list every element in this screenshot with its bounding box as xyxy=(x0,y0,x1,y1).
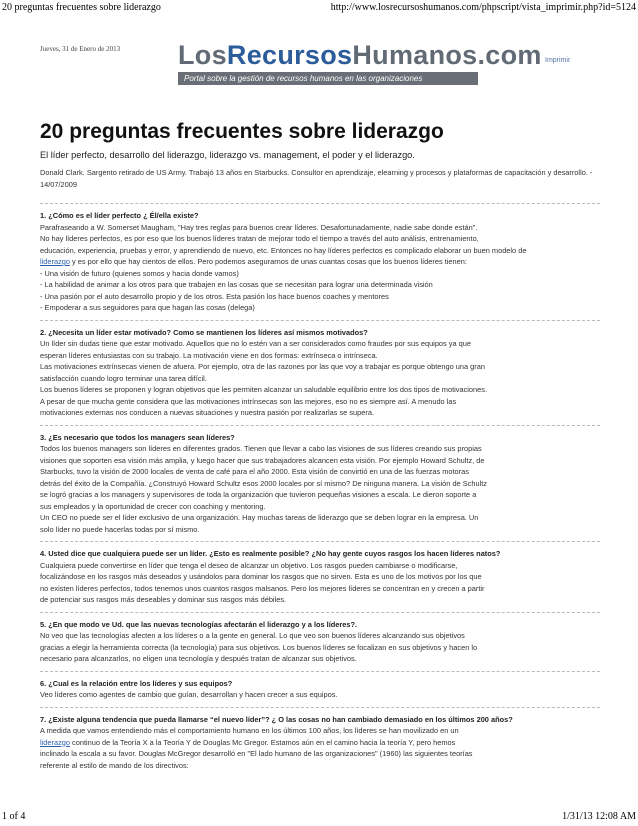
faq-answer-line: - Empoderar a sus seguidores para que hagan las cosas (delega) xyxy=(40,303,255,312)
faq-answer-line: motivaciones externas nos conducen a nuevas situaciones y nuestra pasión por realizarlas se supera. xyxy=(40,408,375,417)
faq-answer-line: sus empleados y la oportunidad de crecer con coaching y mentoring. xyxy=(40,501,266,511)
article-author: Donald Clark. Sargento retirado de US Army. Trabajó 13 años en Starbucks. Consultor en aprendizaje, elearning y procesos y plataformas de capacitación y desarrollo. - 14/07/2009 xyxy=(40,168,593,189)
faq-answer-line xyxy=(40,737,600,749)
faq-question: 2. ¿Necesita un líder estar motivado? Como se mantienen los líderes así mismos motivados? xyxy=(40,327,368,337)
faq-answer-line: de potenciar sus rasgos más deseables y dominar sus rasgos más débiles. xyxy=(40,595,287,604)
faq-question: 1. ¿Cómo es el líder perfecto ¿ Él/ella existe? xyxy=(40,211,199,220)
logo-part-los: Los xyxy=(178,40,227,70)
link-line-text: continuo de la Teoría X a la Teoría Y de Douglas Mc Gregor. Estamos aún en el camino hacia la teoría Y, pero hemos xyxy=(70,737,456,747)
page-count: 1 of 4 xyxy=(2,811,26,822)
faq-answer-line: visiones que soporten esa visión más amplia, y luego hacer que sus trabajadores alcancen esta visión. Por ejemplo Howard Schultz, de xyxy=(40,455,485,465)
faq-question: 3. ¿Es necesario que todos los managers sean líderes? xyxy=(40,432,235,442)
faq-answer-line: Un líder sin dudas tiene que estar motivado. Aquellos que no lo estén van a ser considerados como fraudes por sus equipos ya que xyxy=(40,339,471,348)
faq-item xyxy=(40,210,600,321)
faq-answer-line: necesario para alcanzarlos, no eligen una tecnología y después tratan de alcanzar sus objetivos. xyxy=(40,654,357,663)
logo-wordmark xyxy=(178,40,542,71)
faq-item xyxy=(40,714,600,778)
faq-question: 4. Usted dice que cualquiera puede ser un líder. ¿Esto es realmente posible? ¿No hay gente cuyos rasgos los hacen líderes natos? xyxy=(40,549,501,558)
faq-item xyxy=(40,327,600,426)
browser-header-url: http://www.losrecursoshumanos.com/phpscript/vista_imprimir.php?id=5124 xyxy=(330,2,636,13)
site-logo[interactable] xyxy=(178,40,542,92)
faq-item xyxy=(40,678,600,708)
faq-answer-line: - Una visión de futuro (quienes somos y hacia donde vamos) xyxy=(40,268,239,278)
print-timestamp: 1/31/13 12:08 AM xyxy=(562,811,636,822)
article-body xyxy=(40,210,600,783)
print-link[interactable]: Imprimir xyxy=(545,57,571,64)
faq-answer-line: Las motivaciones extrínsecas vienen de afuera. Por ejemplo, otra de las razones por las que voy a trabajar es porque obtengo una gran xyxy=(40,362,485,371)
faq-answer-line: Veo líderes como agentes de cambio que guían, desarrollan y hacen crecer a sus equipos. xyxy=(40,690,338,699)
logo-part-recursos: Recursos xyxy=(226,40,353,70)
logo-tagline: Portal sobre la gestión de recursos humanos en las organizaciones xyxy=(178,72,478,85)
browser-header-title: 20 preguntas frecuentes sobre liderazgo xyxy=(2,2,161,13)
faq-answer-line: A pesar de que mucha gente considera que las motivaciones intrínsecas son las mejores, eso no es siempre así. A menudo las xyxy=(40,396,457,406)
faq-answer-line: gracias a elegir la herramienta correcta (la tecnología) para sus objetivos. Los buenos líderes se focalizan en sus objetivos y hacen lo xyxy=(40,642,478,652)
faq-answer-line: Cualquiera puede convertirse en líder que tenga el deseo de alcanzar un objetivo. Los rasgos pueden cambiarse o modificarse, xyxy=(40,560,458,570)
faq-answer-line: solo líder no puede hacerlas todas por sí mismo. xyxy=(40,524,200,534)
faq-answer-line: focalizándose en los rasgos más deseados y usándolos para dominar los rasgos que no sirven. Esta es uno de los motivos por los que xyxy=(40,572,482,581)
logo-part-humanos: Humanos.com xyxy=(352,40,542,70)
faq-answer-line: Starbucks, tuvo la visión de 2000 locales de venta de café para el año 2000. Esta visión de convirtió en una de las fuerzas motoras xyxy=(40,467,469,476)
faq-answer-line: - Una pasión por el auto desarrollo propio y de los otros. Esta pasión los hace buenos coaches y mentores xyxy=(40,291,389,301)
faq-item xyxy=(40,548,600,613)
faq-answer-line: No veo que las tecnologías afecten a los líderes o a la gente en general. Lo que veo son buenos líderes alcanzando sus objetivos xyxy=(40,631,465,640)
faq-answer-line: - La habilidad de animar a los otros para que trabajen en las cosas que se necesitan para lograr una determinada visión xyxy=(40,280,433,289)
faq-question: 7. ¿Existe alguna tendencia que pueda llamarse “el nuevo líder”? ¿ O las cosas no han cambiado demasiado en los últimos 200 años? xyxy=(40,714,513,724)
article-subtitle: El líder perfecto, desarrollo del liderazgo, liderazgo vs. management, el poder y el liderazgo. xyxy=(40,150,415,160)
faq-question: 5. ¿En que modo ve Ud. que las nuevas tecnologías afectarán el liderazgo y a los líderes?. xyxy=(40,619,358,629)
faq-answer-line: esperan líderes entusiastas con su trabajo. La motivación viene en dos formas: extrínseca o intrínseca. xyxy=(40,350,378,360)
faq-answer-line: Los buenos líderes se proponen y logran objetivos que les permiten alcanzar un saludable equilibrio entre los dos tipos de motivaciones. xyxy=(40,385,487,394)
faq-answer-line: Todos los buenos managers son líderes en diferentes grados. Tienen que llevar a cabo las visiones de sus líderes creando sus propias xyxy=(40,444,482,453)
current-date: Jueves, 31 de Enero de 2013 xyxy=(40,45,121,53)
faq-answer-line: no existen líderes perfectos, todos tenemos unos cuantos rasgos malsanos. Pero los mejores líderes se concentran en y crecen a partir xyxy=(40,583,485,593)
link-line-text: y es por ello que hay cientos de ellos. Pero podemos asegurarnos de unas cuantas cosas que los buenos líderes tienen: xyxy=(70,257,467,266)
article-title: 20 preguntas frecuentes sobre liderazgo xyxy=(40,120,444,143)
faq-answer-line: educación, experiencia, pruebas y error, y aprendiendo de nuevo, etc. Entonces no hay líderes perfectos es complicado elaborar un buen modelo de xyxy=(40,245,527,255)
faq-answer-line: referente al estilo de mando de los directivos: xyxy=(40,760,189,770)
faq-answer-line: Parafraseando a W. Somerset Maugham, "Hay tres reglas para buenos crear líderes. Desafortunadamente, nadie sabe donde están". xyxy=(40,222,478,232)
faq-answer-line: satisfacción cuando logro terminar una tarea difícil. xyxy=(40,373,207,383)
faq-answer-line: se logró gracias a los managers y supervisores de toda la organización que tuvieron pequeñas visiones a escala. Le dieron soporte a xyxy=(40,490,477,499)
faq-answer-line: inclinado la escala a su favor. Douglas McGregor desarrolló en "El lado humano de las organizaciones" (1960) las siguientes teorías xyxy=(40,749,473,758)
divider xyxy=(40,203,600,204)
faq-answer-line: Un CEO no puede ser el líder exclusivo de una organización. Hay muchas tareas de liderazgo que se deben lograr en la empresa. Un xyxy=(40,513,479,522)
liderazgo-link[interactable]: liderazgo xyxy=(40,737,70,747)
faq-answer-line: A medida que vamos entendiendo más el comportamiento humano en los últimos 100 años, los líderes se han movilizado en un xyxy=(40,726,459,735)
faq-answer-line: detrás del éxito de la Compañía. ¿Construyó Howard Schultz esos 2000 locales por sí mismo? De ninguna manera. La visión de Schultz xyxy=(40,478,487,488)
faq-item xyxy=(40,432,600,543)
liderazgo-link[interactable]: liderazgo xyxy=(40,257,70,266)
faq-answer-line: No hay líderes perfectos, es por eso que los buenos líderes tratan de mejorar todo el tiempo a través del auto análisis, entrenamiento, xyxy=(40,234,479,243)
faq-answer-line xyxy=(40,256,600,268)
faq-item xyxy=(40,619,600,672)
faq-question: 6. ¿Cual es la relación entre los líderes y sus equipos? xyxy=(40,678,233,688)
